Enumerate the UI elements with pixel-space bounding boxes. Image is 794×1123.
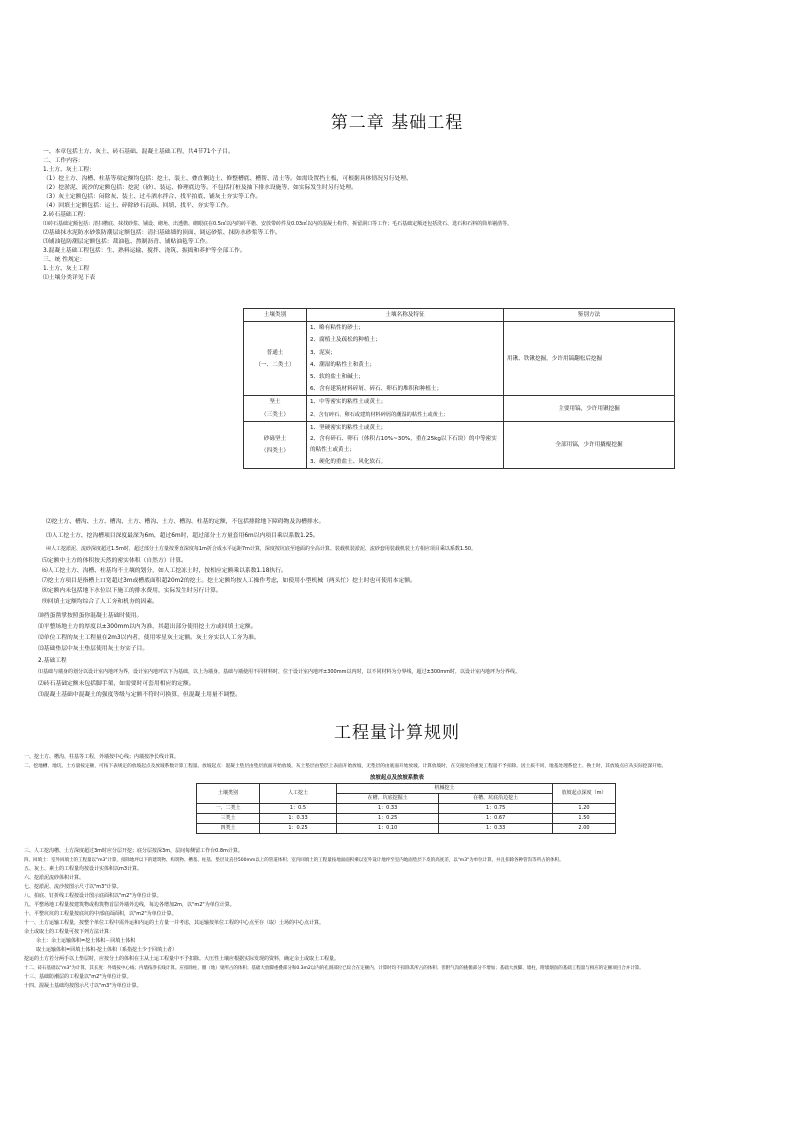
soil-feature-item: 1、中等密实的粘性土或黄土；: [310, 399, 387, 406]
soil-features-cell: [307, 396, 504, 421]
soil-feature-item: 1、坚硬密实的粘性土或黄土；: [310, 424, 387, 431]
chapter-title: 第二章 基础工程: [330, 113, 464, 133]
paragraph-line: 四、回填土：室外回填土的工程量以"m3"计算，扣除地坪以下的建筑物、构筑物、槽基、柱基、垫层及直径500mm以上的管道体积；室内回填土的工程量按地面面积乘以室外设计地坪至室内地面垫层下皮的高度差，以"m3"为单位计算，并且扣除各种管沟等所占的体积。: [24, 858, 564, 863]
paragraph-line: ⑼回填土定额均综合了人工夯和机夯的因素。: [42, 599, 158, 605]
paragraph-line: ⑴基础与墙身的划分以设计室内地坪为界，设计室内地坪以下为基础，以上为墙身。基础与墙使用不同材料时，位于设计室内地坪±300mm以内时，以不同材料为分界线，超过±300mm时，以设计室内地坪为分界线。: [38, 669, 520, 675]
paragraph-line: ⑹人工挖土方、沟槽、柱基均不土壤的划分，如人工挖冻土时，按相应定额乘以系数1.18执行。: [42, 568, 287, 574]
paragraph-line: 一、挖土方、槽沟、柱基等工程，外墙按中心线；内墙按净长线计算。: [24, 754, 180, 760]
paragraph-line: 十三、基础防潮层的工程量以"m2"为单位计算。: [24, 974, 132, 980]
identification-method-cell: 主要用镐，少许用锹挖掘: [504, 396, 675, 421]
soil-category-cell: [244, 421, 307, 468]
paragraph-line: ⑿单位工程的灰土工程量在2m3以内者，使用零星灰土定额。灰土夯实以人工夯为准。: [38, 635, 260, 641]
soil-feature-item: 6、含有建筑材料碎屑、碎石、卵石的堆积和种植土；: [310, 386, 443, 393]
soil-feature-item: 2、含有碎石、卵石或建筑材料碎屑的潮湿的粘性土或黄土；: [310, 411, 449, 418]
paragraph-line: 三、统 性规定：: [43, 257, 86, 263]
table-cell: 1：0.75: [439, 804, 553, 814]
paragraph-line: ⑾平整场地土方的厚度以±300mm以内为准，其超出部分使用挖土方或回填土定额。: [38, 624, 257, 630]
paragraph-line: （2）挖淤泥、流沙的定额包括：挖泥（砂）、装运、修理底边等。不包括打桩及抽下排水设施等，如实际发生时另行处理。: [43, 185, 357, 191]
paragraph-line: ⑵挖土方、槽沟、土方、槽沟、土方、槽沟、土方、槽沟、柱基的定额，不包括排除地下障碍物及沟槽排水。: [46, 519, 325, 525]
paragraph-line: 一、本章包括土方、灰土、砖石基础、混凝土基础工程，共4节71个子目。: [43, 149, 234, 155]
soil-feature-item: 4、潮湿的粘性土和黄土；: [310, 361, 376, 368]
table-header-cell: 机械挖土: [337, 784, 553, 794]
paragraph-line: 挖运的土方若分两手以上垫层时，应按分土的体积在主从土运工程量中不予扣除。大压性土壤应根据实际发现的资料，确定余土或取土工程量。: [24, 956, 340, 962]
paragraph-line: ⑶人工挖土方、挖沟槽项目深度最深为6m，超过6m时，超过部分土方量套用6m以内项目乘以系数1.25。: [46, 533, 319, 539]
paragraph-line: 十、平整坑坑的工程量按底坑的中部底面面积，以"m2"为单位计算。: [24, 911, 177, 917]
table-cell: 1：0.67: [439, 814, 553, 824]
paragraph-line: 1.土方、灰土工程: [43, 266, 90, 272]
soil-feature-item: 2、腐植土及疏松的种植土；: [310, 337, 381, 344]
paragraph-line: 三、人工挖沟槽、土方深度超过3m时应分层开挖；底分层按深3m，层间每侧留工作台0.8m计算。: [24, 848, 243, 854]
soil-features-cell: [307, 322, 504, 396]
table-cell: 三类土: [197, 814, 260, 824]
table-header-row: [244, 309, 675, 322]
paragraph-line: （1）挖土方、沟槽、柱基等项定额均包括：挖土、装土、叠直侧边土、修整槽底、槽帮、清土等。如需设置挡土板，可根据具体情况另行处理。: [43, 176, 412, 182]
paragraph-line: 十二、砖石基础以"m3"为计算，其长度：外墙按中心线；内墙按净长线计算。应扣除柱、圈（地）梁所占的体积；基础大放脚重叠部分和0.3m2以内的孔洞部位已综合在定额内，计算时均不扣除其所占的体积；但附气沟的挑檐部分不增加；基础大放脚、墙柱，附墙烟囱的基础工程量与相应的定额项目合并计算。: [24, 966, 644, 971]
table-row: [244, 322, 675, 396]
paragraph-line: 十一、土方运输工程量，按整个单位工程中需外运和内运的土方量一并考虑，其运输按单位工程的中心点至存（取）土场的中心点计算。: [24, 920, 325, 926]
table-row: [197, 824, 616, 834]
table-header-cell: 土壤类别: [197, 784, 260, 804]
identification-method-cell: 全部用镐，少许用撬棍挖掘: [504, 421, 675, 468]
soil-features-cell: [307, 421, 504, 468]
paragraph-line: 九、平整场地工程量按建筑物或构筑物首层外墙外边线，每边各增加2m，以"m2"为单位计算。: [24, 902, 235, 908]
paragraph-line: 二、工作内容：: [43, 158, 84, 164]
paragraph-line: 2.砖石基础工程：: [43, 212, 90, 218]
paragraph-line: ⑵基础抹水泥防水砂浆防潮层定额包括：清扫基础墙的顶面、调运砂浆、抹防水砂浆等工作。: [43, 230, 281, 236]
table-cell: 1：0.25: [337, 814, 439, 824]
soil-category-class: （一、二类土）: [255, 361, 295, 368]
table-header-cell: 人工挖土: [260, 784, 337, 804]
paragraph-line: 余土：余土运输体积=挖土体积－回填土体积: [36, 938, 136, 944]
soil-feature-item: 3、硬化的重盐土、风化软石。: [310, 459, 387, 466]
table-cell: 1：0.25: [260, 824, 337, 834]
soil-feature-item: 1、略有粘性的砂土；: [310, 325, 364, 332]
table-cell: 1：0.33: [439, 824, 553, 834]
table-cell: 1.20: [553, 804, 616, 814]
table-cell: 1：0.10: [337, 824, 439, 834]
soil-category-name: 砂砾坚土: [263, 435, 287, 442]
soil-feature-item: 2、含有碎石、卵石（体积占10%~30%，重在25kg以下石块）的中等密实的粘性土或黄土；: [310, 436, 497, 454]
identification-method-cell: 用锹、铁锹挖掘，少许用镐翻松后挖掘: [504, 322, 675, 396]
paragraph-line: 余土或取土的工程量可按下列方法计算：: [24, 929, 115, 935]
table-cell: 四类土: [197, 824, 260, 834]
table-cell: 1：0.5: [260, 804, 337, 814]
table-cell: 1.50: [553, 814, 616, 824]
paragraph-line: ⑸定额中土方的体积按天然的密实体积（自然方）计算。: [42, 558, 187, 564]
paragraph-line: 六、挖淤泥流砂体积计算。: [24, 875, 85, 881]
paragraph-line: 五、灰土、素土的工程量均按设计实体积以m3计算。: [24, 866, 143, 872]
paragraph-line: ⑺挖土方项目是指槽上口宽超过3m或槽底面积超20m2的挖土。挖土定额均按人工操作考虑，如使用小型机械（两头忙）挖土时也可使用本定额。: [42, 578, 416, 584]
table-header-cell: 土壤名称及特征: [307, 309, 504, 322]
paragraph-line: 2.基础工程: [38, 658, 67, 664]
table-row: [197, 814, 616, 824]
paragraph-line: ⑴砖石基础定额包括：清扫槽底、抹找砂浆、铺设、砌角、出透檐、砌眼底在0.5㎡以内的砖平檐、安放带砖件及0.03㎡以内的混凝土构件、拆留洞口等工作；毛石基础定额还包括洗石、选石和石料的简单剔凿等。: [43, 221, 513, 227]
soil-category-class: （三类土）: [261, 411, 289, 418]
soil-category-name: 普通土: [266, 349, 284, 356]
paragraph-line: ⑶混凝土基础中混凝土的强度等级与定额不符时可换算，但混凝土用量不调整。: [38, 692, 241, 698]
paragraph-line: ⑻定额内未包括地下水位以下施工的排水费用，实际发生时另行计算。: [42, 588, 222, 594]
table-row: [244, 396, 675, 421]
table-caption: 放坡起点及放坡系数表: [370, 775, 424, 781]
paragraph-line: 七、挖淤泥、流沙按图示尺寸以"m3"计算。: [24, 884, 122, 890]
paragraph-line: 3.混凝土基础工程包括：生、熟料运输、搅拌、浇筑、振捣和养护等全部工作。: [43, 248, 246, 254]
paragraph-line: ⑷人工挖淤泥、流砂深度超过1.5m时，超过部分土方量按垂直深度每1m折合成水平运距7m计算，深度按坑底至地面的全高计算。装载机装淤泥、流砂套用装载机装土方相应项目乘以系数1.50。: [46, 546, 477, 552]
soil-classification-table: [243, 308, 675, 469]
paragraph-line: ⑶铺油毡防潮层定额包括：裁油毡、熬制沥青、铺贴油毡等工作。: [43, 239, 212, 245]
paragraph-line: ⑽挡蛋凿掌按照蛋你混凝土基础时使用。: [38, 613, 143, 619]
table-row: [244, 421, 675, 468]
paragraph-line: （3）灰土定额包括：闷除灰、装土、过斗洒水拌合、找平拍底、铺灰土夯实等工作。: [43, 194, 262, 200]
table-header-cell: 鉴别方法: [504, 309, 675, 322]
soil-feature-item: 3、泥炭；: [310, 349, 336, 356]
rules-title: 工程量计算规则: [334, 723, 460, 743]
paragraph-line: （4）回填土定额包括：运土、碎除砂石瓦砾、回填、找平、夯实等工作。: [43, 203, 233, 209]
table-header-cell: 在槽、坑底挖掘土: [337, 794, 439, 804]
slope-coefficient-table: [196, 783, 616, 834]
paragraph-line: 八、拍底、钉折线工程按设计图示底面积以"m2"为单位计算。: [24, 893, 162, 899]
table-header-cell: 在槽、坑底沿边挖土: [439, 794, 553, 804]
paragraph-line: ⒀基础垫层中灰土垫层使用灰土夯实子目。: [38, 646, 149, 652]
paragraph-line: 1.土方、灰土工程：: [43, 167, 95, 173]
paragraph-line: ⑵砖石基础定额未包括脚手架，如需要时可套用相应的定额。: [38, 681, 195, 687]
table-row: [197, 804, 616, 814]
table-cell: 2.00: [553, 824, 616, 834]
soil-category-class: （四类土）: [261, 448, 289, 455]
soil-category-cell: [244, 322, 307, 396]
soil-category-cell: [244, 396, 307, 421]
table-cell: 1：0.33: [337, 804, 439, 814]
paragraph-line: ⑴土壤分类详见下表: [43, 275, 96, 281]
table-cell: 1：0.33: [260, 814, 337, 824]
table-header-cell: 放坡起点深度（m）: [553, 784, 616, 804]
paragraph-line: 十四、混凝土基础均按图示尺寸以"m3"为单位计算。: [24, 983, 142, 989]
paragraph-line: 取土运输体积=回填土体积-挖土体积（系指挖土少于回填土者）: [36, 947, 177, 953]
table-header-cell: 土壤类别: [244, 309, 307, 322]
table-cell: 一、二类土: [197, 804, 260, 814]
soil-feature-item: 5、软的盐土和碱土；: [310, 374, 364, 381]
paragraph-line: 二、挖地槽、地坑、土方量按定额，可按下表规定的放坡起点及放坡系数计算工程量。放坡起点：混凝土垫层由垫层底面开始放坡，灰土垫层由垫层上表面开始放坡，无垫层的由底面开始放坡。计算放坡时，在交接处的重复工程量不予扣除。因土质不同，地基处理系挖土、换土时，其放坡点应从实际挖深开始。: [24, 764, 667, 769]
table-header-row: [197, 784, 616, 794]
soil-category-name: 坚土: [269, 399, 281, 406]
